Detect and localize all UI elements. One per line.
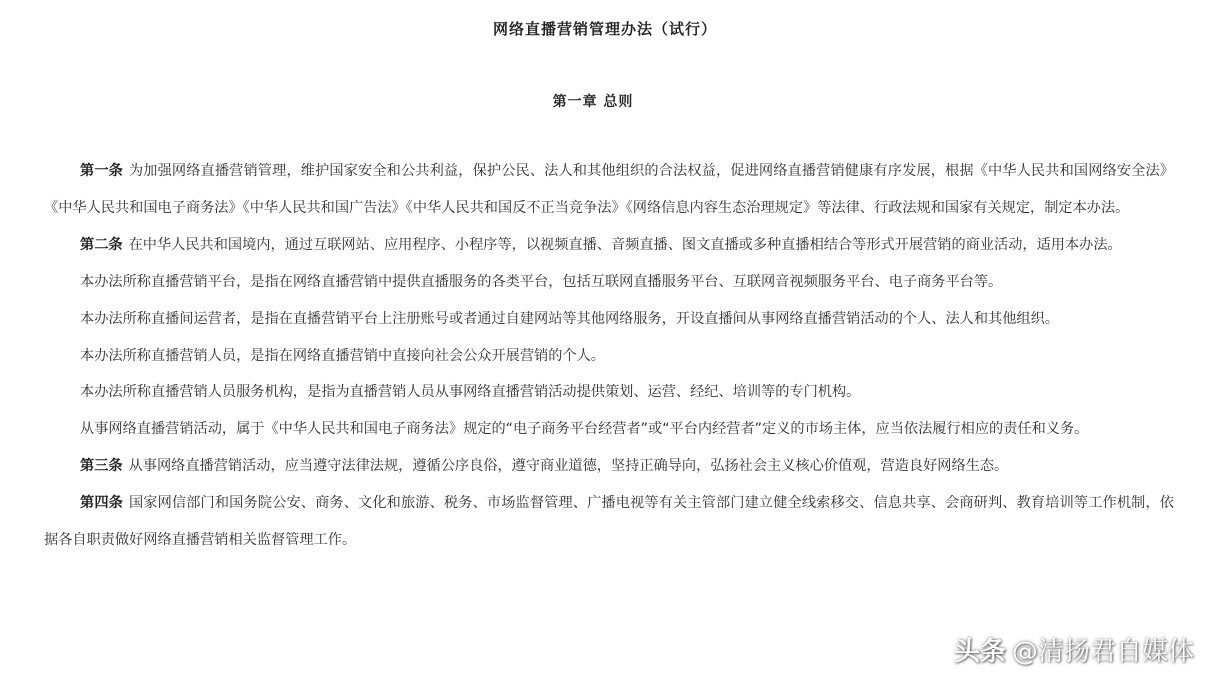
paragraph-text: 在中华人民共和国境内，通过互联网站、应用程序、小程序等，以视频直播、音频直播、图文直播或多种直播相结合等形式开展营销的商业活动，适用本办法。 (128, 236, 1122, 253)
paragraph-text: 从事网络直播营销活动，应当遵守法律法规，遵循公序良俗，遵守商业道德，坚持正确导向，弘扬社会主义核心价值观，营造良好网络生态。 (128, 458, 1009, 475)
paragraph-text: 从事网络直播营销活动，属于《中华人民共和国电子商务法》规定的“电子商务平台经营者”或“平台内经营者”定义的市场主体，应当依法履行相应的责任和义务。 (80, 421, 1089, 438)
watermark-handle: @清扬君自媒体 (1011, 637, 1194, 667)
paragraph-text: 本办法所称直播营销平台，是指在网络直播营销中提供直播服务的各类平台，包括互联网直播服务平台、互联网音视频服务平台、电子商务平台等。 (80, 273, 1003, 290)
article-3-paragraph (44, 448, 1174, 485)
watermark-brand: 头条 (953, 637, 1006, 667)
definition-agency-paragraph (44, 374, 1174, 411)
definition-operator-paragraph (44, 301, 1174, 338)
document-body (44, 153, 1174, 559)
definition-staff-paragraph (44, 338, 1174, 375)
article-label: 第二条 (80, 236, 123, 253)
chapter-title: 第一章 总则 (552, 94, 634, 110)
paragraph-text: 本办法所称直播营销人员服务机构，是指为直播营销人员从事网络直播营销活动提供策划、运营、经纪、培训等的专门机构。 (80, 384, 861, 401)
paragraph-text: 本办法所称直播营销人员，是指在网络直播营销中直接向社会公众开展营销的个人。 (80, 347, 605, 364)
document-title: 网络直播营销管理办法（试行） (492, 20, 717, 38)
toutiao-watermark (954, 631, 1194, 668)
market-entity-paragraph (44, 411, 1174, 448)
article-4-paragraph (44, 485, 1174, 559)
article-2-paragraph (44, 227, 1174, 264)
article-label: 第四条 (80, 495, 123, 512)
definition-platform-paragraph (44, 264, 1174, 301)
paragraph-text: 国家网信部门和国务院公安、商务、文化和旅游、税务、市场监督管理、广播电视等有关主管部门建立健全线索移交、信息共享、会商研判、教育培训等工作机制，依据各自职责做好网络直播营销相关监督管理工作。 (44, 495, 1174, 549)
article-1-paragraph (44, 153, 1174, 227)
paragraph-text: 为加强网络直播营销管理，维护国家安全和公共利益，保护公民、法人和其他组织的合法权益，促进网络直播营销健康有序发展，根据《中华人民共和国网络安全法》《中华人民共和国电子商务法》《中华人民共和国广告法》《中华人民共和国反不正当竞争法》《网络信息内容生态治理规定》等法律、行政法规和国家有关规定，制定本办法。 (44, 163, 1174, 216)
paragraph-text: 本办法所称直播间运营者，是指在直播营销平台上注册账号或者通过自建网站等其他网络服务，开设直播间从事网络直播营销活动的个人、法人和其他组织。 (80, 310, 1059, 327)
article-label: 第三条 (80, 458, 123, 475)
article-label: 第一条 (80, 163, 123, 179)
